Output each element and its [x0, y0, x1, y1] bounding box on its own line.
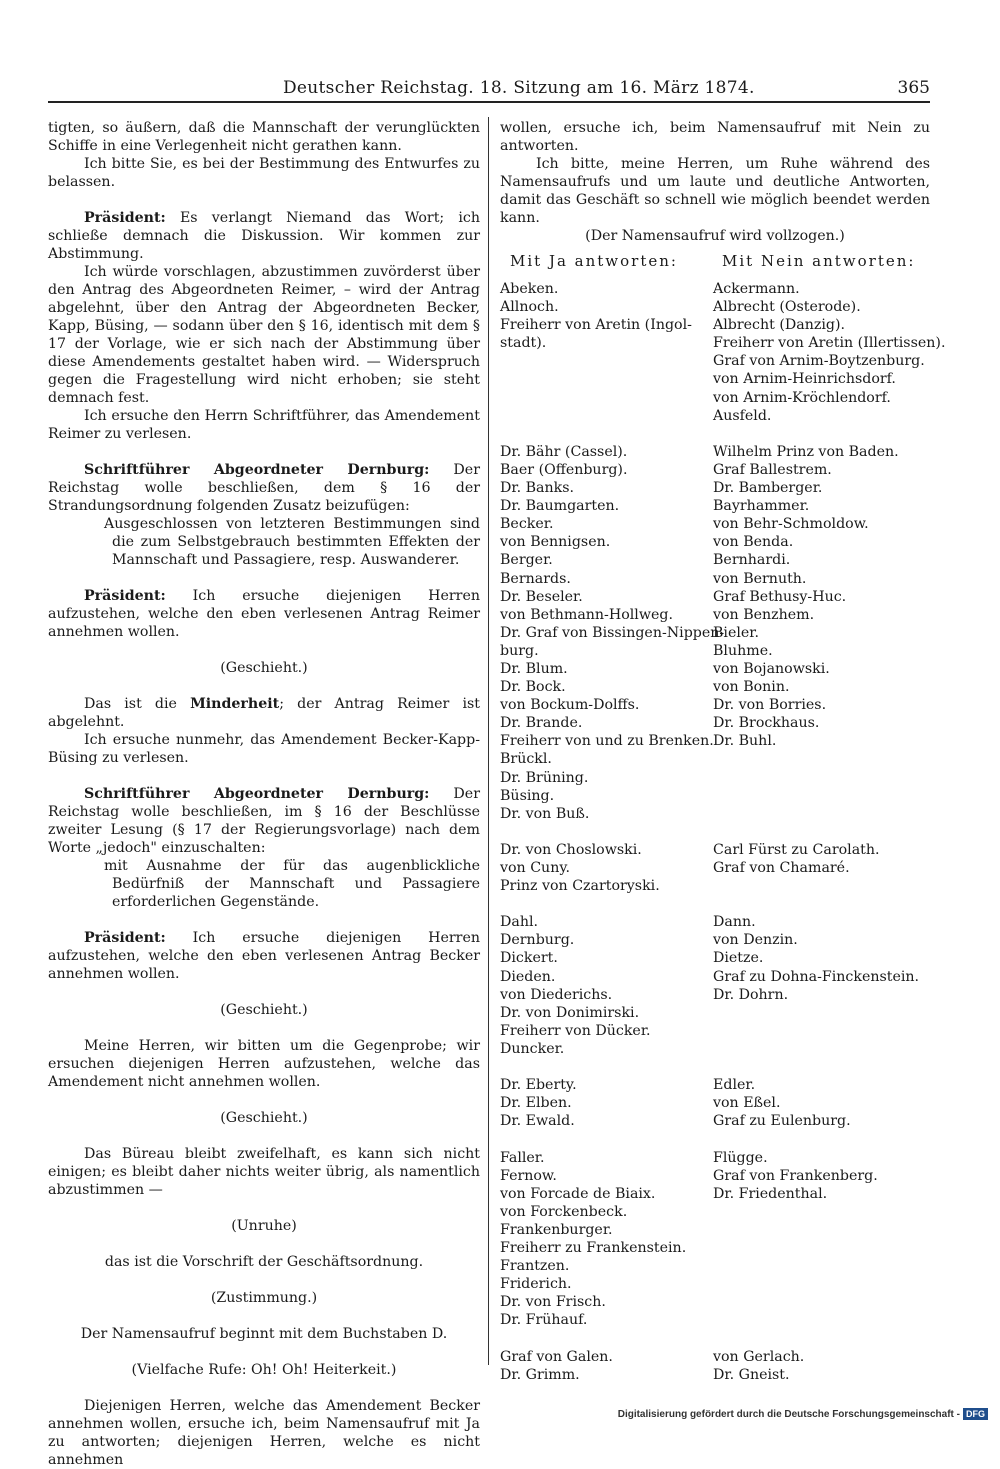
name-entry: Dr. von Borries. [713, 697, 827, 714]
name-entry: Prinz von Czartoryski. [500, 878, 660, 895]
paragraph: Ich ersuche nunmehr, das Amendement Becker-Kapp-Büsing zu verlesen. [48, 732, 480, 766]
name-entry: von Bockum-Dolffs. [500, 697, 640, 714]
speaker-label: Präsident: [84, 588, 166, 604]
name-entry: Dr. Frühauf. [500, 1312, 588, 1329]
name-entry: Frantzen. [500, 1258, 570, 1275]
paragraph: Ich bitte, meine Herren, um Ruhe während des Namensaufrufs und um laute und deutliche Antworten, damit das Geschäft so schnell wie möglich beendet werden kann. [500, 156, 930, 226]
ja-name-list [500, 280, 724, 1384]
name-entry: Berger. [500, 552, 553, 569]
name-entry: Dr. von Buß. [500, 805, 590, 822]
name-entry: Graf zu Eulenburg. [713, 1113, 851, 1130]
name-entry: von Benda. [713, 534, 794, 551]
name-entry: Dr. Elben. [500, 1095, 572, 1112]
paragraph: Ich würde vorschlagen, abzustimmen zuvörderst über den Antrag des Abgeordneten Reimer, – wird der Antrag abgelehnt, über den Antrag der Abgeordneten Becker, Kapp, Büsing, — sodann über den § 16, identisch mit dem § 17 der Vorlage, wie er sich nach der Abstimmung über diese Amendements gestaltet haben wird. — Widerspruch gegen die Fragestellung wird nicht erhoben; sie steht demnach fest. [48, 264, 480, 406]
name-entry: von Arnim-Kröchlendorf. [713, 389, 891, 406]
name-entry: Carl Fürst zu Carolath. [713, 841, 880, 858]
name-entry [713, 1040, 945, 1058]
name-entry: Dieden. [500, 968, 556, 985]
name-entry: Bernhardi. [713, 552, 791, 569]
name-entry [713, 769, 945, 787]
paragraph: Der Namensaufruf beginnt mit dem Buchstaben D. [80, 1326, 448, 1342]
name-entry [500, 389, 724, 407]
name-entry: Dr. Gneist. [713, 1366, 790, 1383]
name-entry [500, 352, 724, 370]
name-entry: Graf von Galen. [500, 1348, 613, 1365]
name-entry: von Bojanowski. [713, 660, 830, 677]
name-entry [713, 895, 945, 913]
speaker-label: Präsident: [84, 930, 166, 946]
name-entry: Dr. Banks. [500, 480, 575, 497]
name-entry: von Forckenbeck. [500, 1203, 628, 1220]
name-entry: Dr. Friedenthal. [713, 1185, 828, 1202]
name-entry [713, 805, 945, 823]
name-entry [713, 1311, 945, 1329]
quoted-motion: mit Ausnahme der für das augenblickliche Bedürfniß der Mannschaft und Passagiere erforderlichen Gegenstände. [104, 858, 480, 910]
name-entry: von Diederichs. [500, 986, 613, 1003]
name-entry: von Cuny. [500, 860, 570, 876]
name-entry [500, 425, 724, 443]
name-entry: Flügge. [713, 1149, 768, 1166]
name-entry: Freiherr von und zu Brenken. [500, 733, 714, 750]
name-entry [713, 1293, 945, 1311]
name-entry: Dr. von Donimirski. [500, 1004, 640, 1021]
name-entry: burg. [500, 642, 539, 659]
footer-text: Digitalisierung gefördert durch die Deutsche Forschungsgemeinschaft - [617, 1409, 960, 1420]
name-entry [500, 895, 724, 913]
name-entry: Duncker. [500, 1040, 565, 1057]
name-entry: Dr. Beseler. [500, 588, 583, 605]
name-entry: Graf Bethusy-Huc. [713, 588, 847, 605]
page-header [48, 78, 930, 100]
name-entry [713, 1221, 945, 1239]
name-entry: Dr. von Choslowski. [500, 841, 642, 858]
name-entry: Dr. Blum. [500, 660, 568, 677]
name-entry [713, 1022, 945, 1040]
name-entry: Bernards. [500, 570, 571, 587]
name-entry: Freiherr von Aretin (Ingol- [500, 317, 692, 334]
name-entry [713, 1130, 945, 1148]
name-entry [713, 1004, 945, 1022]
name-entry [713, 425, 945, 443]
column-divider [488, 117, 489, 1365]
name-entry: von Bonin. [713, 679, 790, 696]
name-entry: Dickert. [500, 950, 558, 967]
name-entry: Ausfeld. [713, 407, 772, 424]
name-entry [500, 370, 724, 388]
paragraph: Präsident: Es verlangt Niemand das Wort; ich schließe demnach die Diskussion. Wir kommen zur Abstimmung. [48, 210, 480, 262]
paragraph: Schriftführer Abgeordneter Dernburg: Der Reichstag wolle beschließen, im § 16 der Beschlüsse zweiter Lesung (§ 17 der Regierungsvorlage) nach dem Worte „jedoch" einzuschalten: [48, 786, 480, 856]
name-entry: Freiherr von Aretin (Illertissen). [713, 335, 946, 352]
name-entry: Dr. Grimm. [500, 1366, 580, 1383]
name-entry: von Forcade de Biaix. [500, 1185, 656, 1202]
name-entry: Dr. Brande. [500, 715, 583, 732]
name-entry: Allnoch. [500, 299, 559, 316]
name-entry [713, 1275, 945, 1293]
name-entry: Frankenburger. [500, 1221, 613, 1238]
paragraph: Meine Herren, wir bitten um die Gegenprobe; wir ersuchen diejenigen Herren aufzustehen, welche das Amendement nicht annehmen wollen. [48, 1038, 480, 1090]
name-entry [713, 1058, 945, 1076]
name-entry: von Eßel. [713, 1095, 781, 1112]
quoted-motion: Ausgeschlossen von letzteren Bestimmungen sind die zum Selbstgebrauch bestimmten Effekten der Mannschaft und Passagiere, resp. Auswanderer. [104, 516, 480, 568]
name-entry: Bieler. [713, 624, 760, 641]
name-entry: Dr. von Frisch. [500, 1294, 606, 1311]
name-entry [713, 750, 945, 768]
name-entry: Dann. [713, 914, 756, 931]
paragraph: wollen, ersuche ich, beim Namensaufruf mit Nein zu antworten. [500, 120, 930, 154]
name-entry [500, 407, 724, 425]
name-entry: Bayrhammer. [713, 498, 810, 515]
name-entry [713, 1203, 945, 1221]
dfg-logo: DFG [963, 1408, 988, 1420]
paragraph: Ich ersuche den Herrn Schriftführer, das Amendement Reimer zu verlesen. [48, 408, 480, 442]
name-entry: Dahl. [500, 914, 539, 931]
paragraph: Präsident: Ich ersuche diejenigen Herren aufzustehen, welche den eben verlesenen Antrag Becker annehmen wollen. [48, 930, 480, 982]
name-entry: Dr. Bamberger. [713, 480, 823, 497]
ja-header: Mit Ja antworten: [510, 252, 678, 270]
paragraph: Diejenigen Herren, welche das Amendement Becker annehmen wollen, ersuche ich, beim Namensaufruf mit Ja zu antworten; diejenigen Herren, welche es nicht annehmen [48, 1398, 480, 1468]
name-entry: Abeken. [500, 281, 559, 297]
name-entry: Graf zu Dohna-Finckenstein. [713, 968, 920, 985]
nein-header: Mit Nein antworten: [722, 252, 916, 270]
header-rule [48, 101, 930, 103]
name-entry: Dr. Bähr (Cassel). [500, 443, 628, 460]
footer [618, 1408, 988, 1420]
name-entry: Fernow. [500, 1167, 557, 1184]
name-entry: Graf von Chamaré. [713, 860, 850, 876]
name-entry: von Bernuth. [713, 570, 807, 587]
name-entry: Dr. Dohrn. [713, 986, 789, 1003]
name-entry: Albrecht (Danzig). [713, 317, 845, 334]
stage-direction: (Der Namensaufruf wird vollzogen.) [585, 228, 845, 244]
right-column [500, 119, 930, 245]
name-entry: Edler. [713, 1077, 756, 1094]
name-entry: Faller. [500, 1149, 545, 1166]
name-entry: von Bethmann-Hollweg. [500, 606, 673, 623]
name-entry: Graf Ballestrem. [713, 461, 832, 478]
name-entry: Dr. Ewald. [500, 1113, 575, 1130]
name-entry: Dr. Bock. [500, 679, 566, 696]
name-entry: von Arnim-Heinrichsdorf. [713, 371, 896, 388]
paragraph: Ich bitte Sie, es bei der Bestimmung des Entwurfes zu belassen. [48, 156, 480, 190]
stage-direction: (Vielfache Rufe: Oh! Oh! Heiterkeit.) [131, 1362, 397, 1378]
name-entry: von Gerlach. [713, 1348, 805, 1365]
paragraph: Schriftführer Abgeordneter Dernburg: Der Reichstag wolle beschließen, dem § 16 der Strandungsordnung folgenden Zusatz beizufügen: [48, 462, 480, 514]
speaker-label: Präsident: [84, 210, 166, 226]
name-entry: Dr. Baumgarten. [500, 498, 620, 515]
name-entry: Dietze. [713, 950, 764, 967]
nein-name-list [713, 280, 945, 1384]
name-entry: Ackermann. [713, 281, 800, 297]
name-entry [713, 787, 945, 805]
paragraph: tigten, so äußern, daß die Mannschaft der verunglückten Schiffe in eine Verlegenheit nicht gerathen kann. [48, 120, 480, 154]
name-entry [713, 1257, 945, 1275]
stage-direction: (Geschieht.) [220, 1002, 308, 1018]
name-entry: Dr. Graf von Bissingen-Nippen- [500, 624, 725, 641]
paragraph: Das ist die Minderheit; der Antrag Reimer ist abgelehnt. [48, 696, 480, 730]
page-title: Deutscher Reichstag. 18. Sitzung am 16. März 1874. [283, 78, 755, 98]
stage-direction: (Geschieht.) [220, 660, 308, 676]
stage-direction: (Unruhe) [231, 1218, 297, 1234]
name-entry: Freiherr zu Frankenstein. [500, 1239, 687, 1256]
name-entry [500, 1058, 724, 1076]
name-entry: Brückl. [500, 751, 552, 768]
name-entry: Graf von Frankenberg. [713, 1167, 878, 1184]
name-entry [713, 1239, 945, 1257]
name-entry: Freiherr von Dücker. [500, 1022, 651, 1039]
name-entry: Baer (Offenburg). [500, 461, 628, 478]
name-entry: Friderich. [500, 1276, 572, 1293]
name-entry: stadt). [500, 335, 547, 352]
name-entry: von Bennigsen. [500, 534, 611, 551]
name-entry: Büsing. [500, 787, 555, 804]
name-entry: Bluhme. [713, 642, 773, 659]
stage-direction: (Geschieht.) [220, 1110, 308, 1126]
name-entry: Graf von Arnim-Boytzenburg. [713, 353, 925, 370]
name-entry: Dr. Buhl. [713, 733, 777, 750]
left-column [48, 119, 480, 1469]
name-entry [713, 877, 945, 895]
page-number: 365 [897, 78, 930, 98]
name-entry: Dr. Brockhaus. [713, 715, 820, 732]
name-entry [713, 823, 945, 841]
paragraph: das ist die Vorschrift der Geschäftsordnung. [104, 1254, 424, 1270]
name-entry: Albrecht (Osterode). [713, 299, 861, 316]
name-entry [713, 1329, 945, 1347]
speaker-label: Schriftführer Abgeordneter Dernburg: [84, 462, 430, 478]
paragraph: Das Büreau bleibt zweifelhaft, es kann sich nicht einigen; es bleibt daher nichts weiter übrig, als namentlich abzustimmen — [48, 1146, 480, 1198]
name-entry: von Benzhem. [713, 606, 815, 623]
name-entry: Dr. Brüning. [500, 769, 589, 786]
name-entry: von Denzin. [713, 932, 798, 949]
stage-direction: (Zustimmung.) [210, 1290, 318, 1306]
name-entry: Dernburg. [500, 932, 575, 949]
name-entry: Dr. Eberty. [500, 1077, 577, 1094]
speaker-label: Schriftführer Abgeordneter Dernburg: [84, 786, 430, 802]
name-entry: Becker. [500, 516, 554, 533]
name-entry [500, 823, 724, 841]
name-entry: von Behr-Schmoldow. [713, 516, 869, 533]
name-entry: Wilhelm Prinz von Baden. [713, 443, 899, 460]
paragraph: Präsident: Ich ersuche diejenigen Herren aufzustehen, welche den eben verlesenen Antrag Reimer annehmen wollen. [48, 588, 480, 640]
name-entry [500, 1130, 724, 1148]
name-entry [500, 1329, 724, 1347]
